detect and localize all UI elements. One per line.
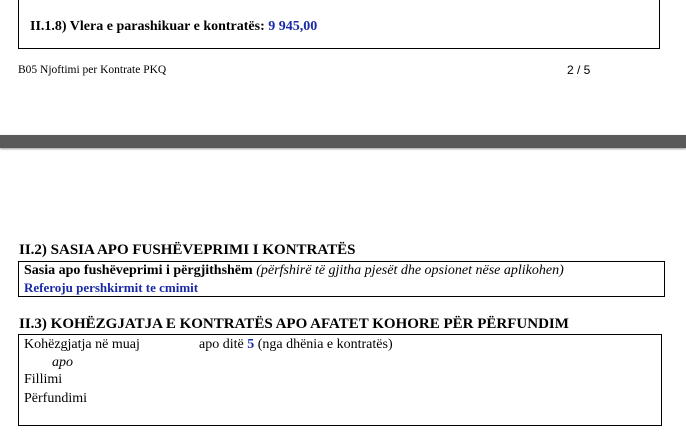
start-label: Fillimi [24, 372, 63, 387]
scope-reference-link: Referoju pershkirmit te cmimit [24, 280, 199, 295]
or-label: apo [52, 355, 73, 370]
section-2-scope-line [24, 263, 564, 279]
scope-hint: (përfshirë të gjitha pjesët dhe opsionet nëse aplikohen) [256, 263, 564, 278]
days-label-prefix: apo ditë [199, 337, 244, 352]
days-label-suffix: (nga dhënia e kontratës) [257, 337, 393, 352]
contract-value-line [30, 19, 317, 35]
contract-value-label: II.1.8) Vlera e parashikuar e kontratës: [30, 19, 265, 34]
scope-label: Sasia apo fushëveprimi i përgjithshëm [24, 263, 253, 278]
page-separator [0, 135, 686, 148]
footer-page-number: 2 / 5 [567, 63, 591, 77]
end-label: Përfundimi [24, 391, 87, 406]
section-3-heading: II.3) KOHËZGJATJA E KONTRATËS APO AFATET KOHORE PËR PËRFUNDIM [19, 316, 569, 332]
duration-months-label: Kohëzgjatja në muaj [24, 337, 140, 352]
footer-doc-name: B05 Njoftimi per Kontrate PKQ [18, 64, 167, 76]
duration-days-line [199, 337, 393, 353]
days-value: 5 [247, 337, 255, 352]
contract-value-amount: 9 945,00 [268, 19, 318, 34]
section-2-heading: II.2) SASIA APO FUSHËVEPRIMI I KONTRATËS [19, 242, 356, 258]
